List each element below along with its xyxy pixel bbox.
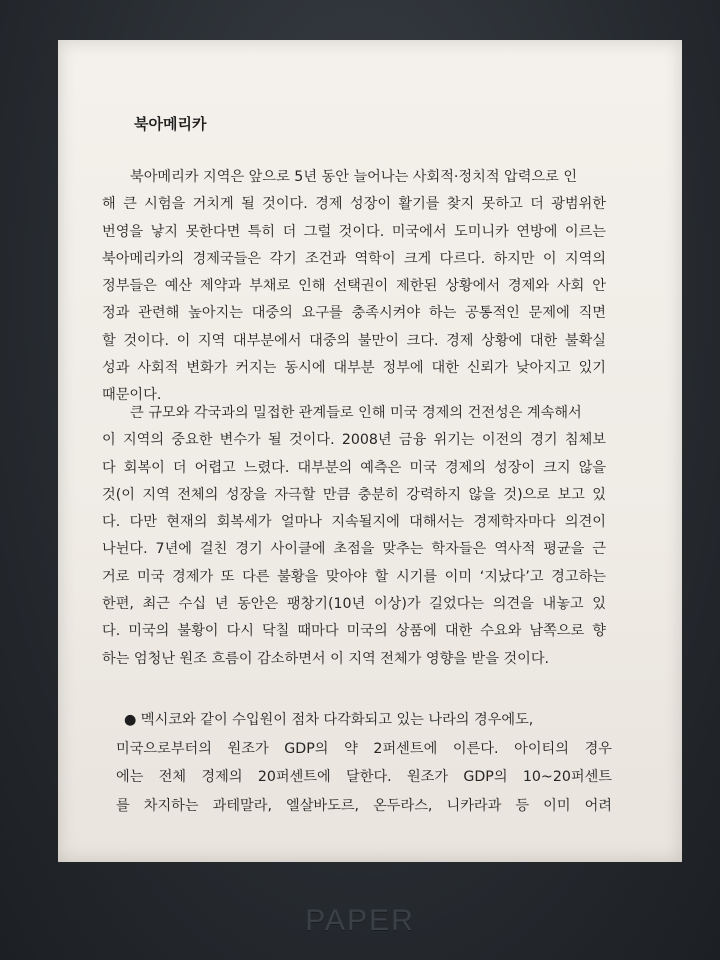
text-line: 때문이다. xyxy=(102,387,162,404)
text-line: 큰 규모와 각국과의 밀접한 관계들로 인해 미국 경제의 건전성은 계속해서 xyxy=(130,405,582,421)
paragraph-1 xyxy=(102,164,606,410)
text-line: 미국으로부터의 원조가 GDP의 약 2퍼센트에 이른다. 아이티의 경우 xyxy=(116,740,612,757)
text-line: 성과 사회적 변화가 커지는 동시에 대부분 정부에 대한 신뢰가 낮아지고 있기 xyxy=(102,360,606,377)
text-line: 다 회복이 더 어렵고 느렸다. 대부분의 예측은 미국 경제의 성장이 크지 않을 xyxy=(102,459,606,476)
text-line: 나뉜다. 7년에 걸친 경기 사이클에 초점을 맞추는 학자들은 역사적 평균을 근 xyxy=(102,541,606,558)
bullet-icon: ● xyxy=(124,712,137,728)
text-line: 이 지역의 중요한 변수가 될 것이다. 2008년 금융 위기는 이전의 경기 침체보 xyxy=(102,432,606,449)
text-line: 에는 전체 경제의 20퍼센트에 달한다. 원조가 GDP의 10~20퍼센트 xyxy=(116,769,612,785)
text-line: 하는 엄청난 원조 흐름이 감소하면서 이 지역 전체가 영향을 받을 것이다. xyxy=(102,650,550,667)
text-line: 것(이 지역 전체의 성장을 자극할 만큼 충분히 강력하지 않을 것)으로 보고 있 xyxy=(102,486,606,503)
paragraph-2 xyxy=(102,400,606,673)
text-line: 할 것이다. 이 지역 대부분에서 대중의 불만이 크다. 경제 상황에 대한 불확실 xyxy=(102,332,606,349)
text-line: 다. 다만 현재의 회복세가 얼마나 지속될지에 대해서는 경제학자마다 의견이 xyxy=(102,514,606,531)
text-line: 번영을 낳지 못한다면 특히 더 그럴 것이다. 미국에서 도미니카 연방에 이르는 xyxy=(102,223,606,240)
text-line xyxy=(102,706,612,735)
bullet-text: 멕시코와 같이 수입원이 점차 다각화되고 있는 나라의 경우에도, xyxy=(140,712,534,728)
device-brand-logo: PAPER xyxy=(305,904,415,937)
text-line: 북아메리카의 경제국들은 각기 조건과 역학이 크게 다르다. 하지만 이 지역의 xyxy=(102,250,606,267)
section-heading: 북아메리카 xyxy=(134,115,207,133)
text-line: 북아메리카 지역은 앞으로 5년 동안 늘어나는 사회적·정치적 압력으로 인 xyxy=(130,169,578,185)
bullet-item xyxy=(102,706,612,820)
text-line: 거로 미국 경제가 또 다른 불황을 맞아야 할 시기를 이미 ‘지났다’고 경고하는 xyxy=(102,568,606,585)
text-line: 한편, 최근 수십 년 동안은 팽창기(10년 이상)가 길었다는 의견을 내놓고 있 xyxy=(102,596,606,613)
text-line: 해 큰 시험을 거치게 될 것이다. 경제 성장이 활기를 찾지 못하고 더 광범위한 xyxy=(102,196,606,213)
text-line: 정과 관련해 높아지는 대중의 요구를 충족시켜야 하는 공통적인 문제에 직면 xyxy=(102,305,606,322)
text-line: 정부들은 예산 제약과 부채로 인해 선택권이 제한된 상황에서 경제와 사회 안 xyxy=(102,278,606,295)
text-line: 다. 미국의 불황이 다시 닥칠 때마다 미국의 상품에 대한 수요와 남쪽으로 향 xyxy=(102,623,606,640)
ereader-screen[interactable] xyxy=(58,40,682,862)
text-line: 를 차지하는 과테말라, 엘살바도르, 온두라스, 니카라과 등 이미 어려 xyxy=(116,797,612,814)
